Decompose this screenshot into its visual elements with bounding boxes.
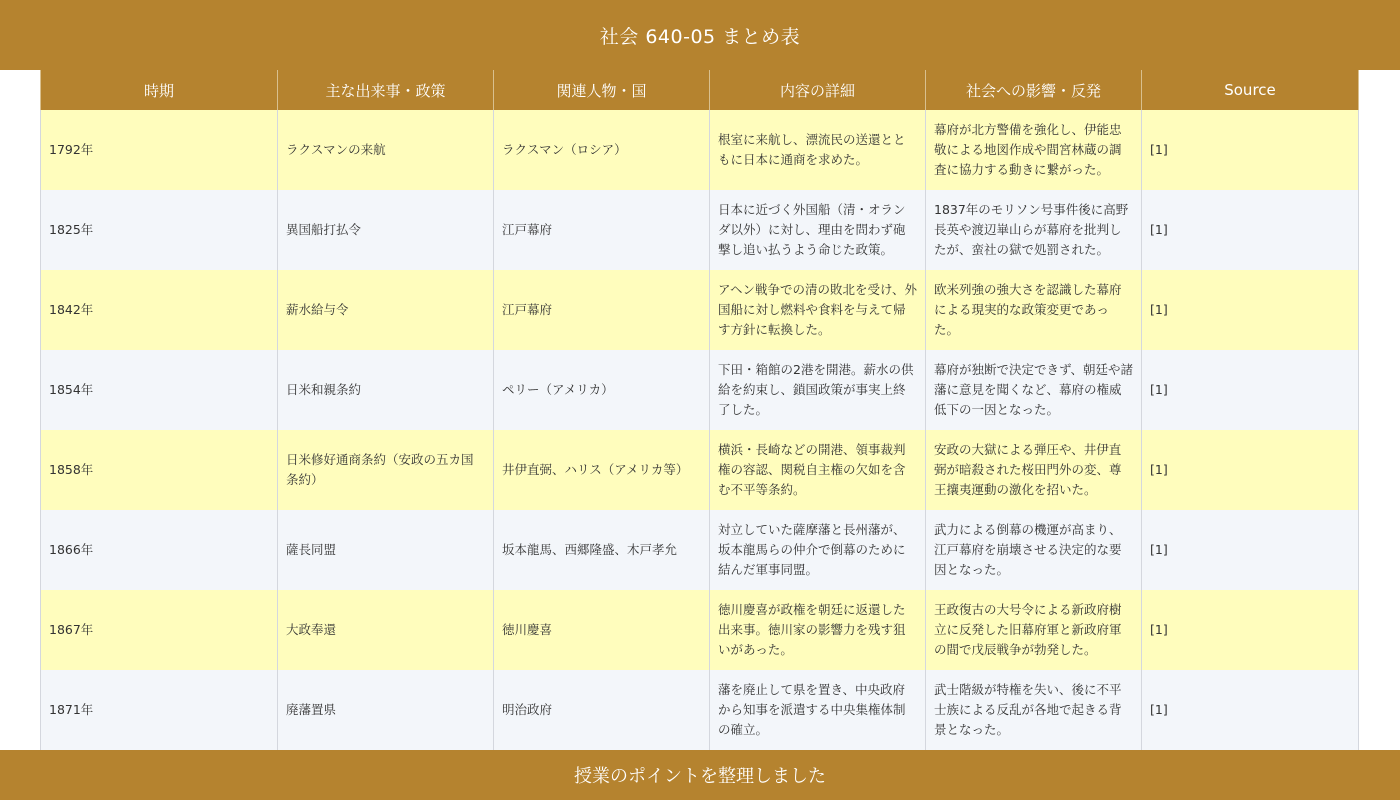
cell-impact: 武力による倒幕の機運が高まり、江戸幕府を崩壊させる決定的な要因となった。 <box>926 510 1142 590</box>
table-row <box>41 430 1359 510</box>
page-footer <box>0 750 1400 800</box>
table-body <box>41 110 1359 750</box>
column-header-people: 関連人物・国 <box>494 70 710 110</box>
cell-source: [1] <box>1142 110 1359 190</box>
table-row <box>41 350 1359 430</box>
cell-impact: 1837年のモリソン号事件後に高野長英や渡辺崋山らが幕府を批判したが、蛮社の獄で処罰された。 <box>926 190 1142 270</box>
page-title: 社会 640-05 まとめ表 <box>599 25 801 48</box>
cell-impact: 武士階級が特権を失い、後に不平士族による反乱が各地で起きる背景となった。 <box>926 670 1142 750</box>
cell-impact: 幕府が北方警備を強化し、伊能忠敬による地図作成や間宮林蔵の調査に協力する動きに繋がった。 <box>926 110 1142 190</box>
cell-details: アヘン戦争での清の敗北を受け、外国船に対し燃料や食料を与えて帰す方針に転換した。 <box>710 270 926 350</box>
footer-text: 授業のポイントを整理しました <box>574 766 826 787</box>
cell-period: 1792年 <box>41 110 278 190</box>
cell-event: 薪水給与令 <box>278 270 494 350</box>
cell-impact: 幕府が独断で決定できず、朝廷や諸藩に意見を聞くなど、幕府の権威低下の一因となった。 <box>926 350 1142 430</box>
cell-people: 江戸幕府 <box>494 190 710 270</box>
cell-period: 1825年 <box>41 190 278 270</box>
cell-people: ペリー（アメリカ） <box>494 350 710 430</box>
table-header-row <box>41 70 1359 110</box>
column-header-period: 時期 <box>41 70 278 110</box>
cell-people: 江戸幕府 <box>494 270 710 350</box>
cell-event: 日米和親条約 <box>278 350 494 430</box>
cell-people: 井伊直弼、ハリス（アメリカ等） <box>494 430 710 510</box>
page-header <box>0 0 1400 70</box>
cell-event: 大政奉還 <box>278 590 494 670</box>
cell-people: ラクスマン（ロシア） <box>494 110 710 190</box>
table-row <box>41 110 1359 190</box>
cell-source: [1] <box>1142 510 1359 590</box>
column-header-event: 主な出来事・政策 <box>278 70 494 110</box>
cell-source: [1] <box>1142 670 1359 750</box>
cell-event: 異国船打払令 <box>278 190 494 270</box>
table-row <box>41 670 1359 750</box>
cell-event: ラクスマンの来航 <box>278 110 494 190</box>
cell-details: 根室に来航し、漂流民の送還とともに日本に通商を求めた。 <box>710 110 926 190</box>
summary-table <box>40 70 1359 750</box>
cell-period: 1871年 <box>41 670 278 750</box>
summary-table-container <box>40 70 1360 750</box>
cell-source: [1] <box>1142 430 1359 510</box>
cell-details: 対立していた薩摩藩と長州藩が、坂本龍馬らの仲介で倒幕のために結んだ軍事同盟。 <box>710 510 926 590</box>
cell-event: 日米修好通商条約（安政の五カ国条約） <box>278 430 494 510</box>
cell-impact: 欧米列強の強大さを認識した幕府による現実的な政策変更であった。 <box>926 270 1142 350</box>
table-row <box>41 590 1359 670</box>
table-row <box>41 270 1359 350</box>
cell-people: 徳川慶喜 <box>494 590 710 670</box>
cell-event: 薩長同盟 <box>278 510 494 590</box>
cell-source: [1] <box>1142 350 1359 430</box>
cell-impact: 王政復古の大号令による新政府樹立に反発した旧幕府軍と新政府軍の間で戊辰戦争が勃発した。 <box>926 590 1142 670</box>
cell-period: 1842年 <box>41 270 278 350</box>
cell-people: 明治政府 <box>494 670 710 750</box>
cell-details: 徳川慶喜が政権を朝廷に返還した出来事。徳川家の影響力を残す狙いがあった。 <box>710 590 926 670</box>
column-header-details: 内容の詳細 <box>710 70 926 110</box>
cell-event: 廃藩置県 <box>278 670 494 750</box>
column-header-impact: 社会への影響・反発 <box>926 70 1142 110</box>
cell-details: 藩を廃止して県を置き、中央政府から知事を派遣する中央集権体制の確立。 <box>710 670 926 750</box>
cell-period: 1858年 <box>41 430 278 510</box>
cell-details: 下田・箱館の2港を開港。薪水の供給を約束し、鎖国政策が事実上終了した。 <box>710 350 926 430</box>
cell-details: 日本に近づく外国船（清・オランダ以外）に対し、理由を問わず砲撃し追い払うよう命じた政策。 <box>710 190 926 270</box>
column-header-source: Source <box>1142 70 1359 110</box>
cell-source: [1] <box>1142 270 1359 350</box>
cell-period: 1854年 <box>41 350 278 430</box>
cell-people: 坂本龍馬、西郷隆盛、木戸孝允 <box>494 510 710 590</box>
cell-period: 1866年 <box>41 510 278 590</box>
cell-source: [1] <box>1142 190 1359 270</box>
cell-details: 横浜・長崎などの開港、領事裁判権の容認、関税自主権の欠如を含む不平等条約。 <box>710 430 926 510</box>
cell-source: [1] <box>1142 590 1359 670</box>
cell-period: 1867年 <box>41 590 278 670</box>
table-row <box>41 190 1359 270</box>
cell-impact: 安政の大獄による弾圧や、井伊直弼が暗殺された桜田門外の変、尊王攘夷運動の激化を招いた。 <box>926 430 1142 510</box>
table-row <box>41 510 1359 590</box>
